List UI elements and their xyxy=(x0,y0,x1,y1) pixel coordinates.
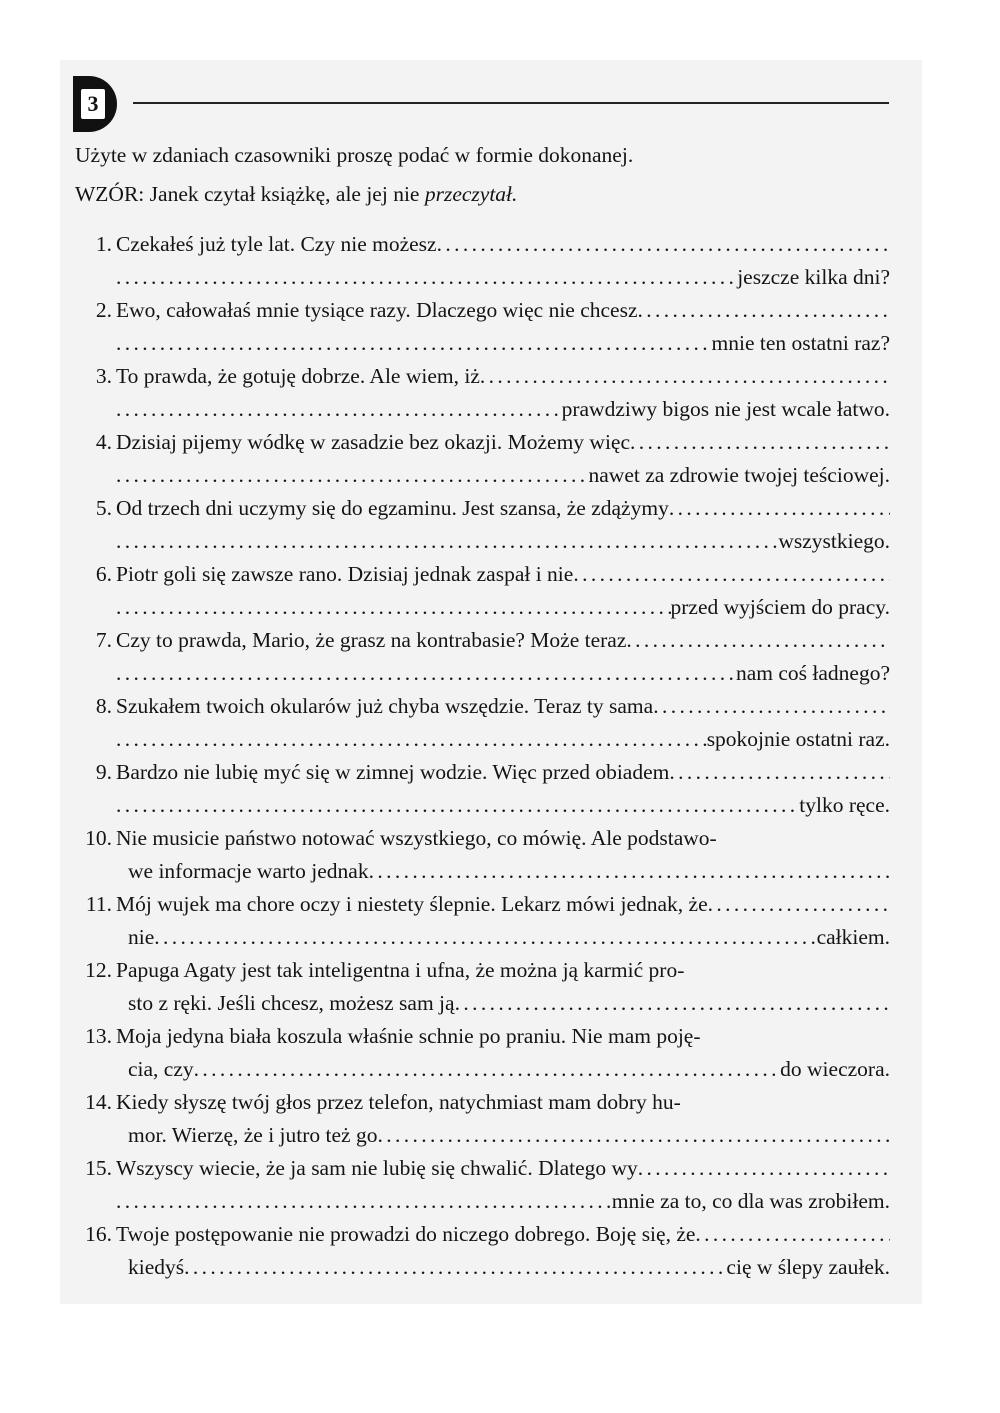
example-answer: przeczytał. xyxy=(424,182,518,206)
item-text: Czekałeś już tyle lat. Czy nie możesz xyxy=(116,232,437,256)
exercise-item xyxy=(0,624,1000,690)
answer-blank[interactable] xyxy=(116,723,707,756)
item-line-1 xyxy=(116,294,890,327)
item-line-1 xyxy=(116,492,890,525)
item-number: 13. xyxy=(85,1024,112,1048)
answer-blank[interactable] xyxy=(480,360,890,393)
item-text-continued: sto z ręki. Jeśli chcesz, możesz sam ją xyxy=(128,991,455,1015)
item-text: Twoje postępowanie nie prowadzi do niczego dobrego. Boję się, że xyxy=(116,1222,696,1246)
item-line-1 xyxy=(116,1020,890,1053)
example-sentence: Janek czytał książkę, ale jej nie xyxy=(149,182,420,206)
item-line-1 xyxy=(116,1218,890,1251)
item-text: Szukałem twoich okularów już chyba wszędzie. Teraz ty sama xyxy=(116,694,654,718)
item-text-end: przed wyjściem do pracy. xyxy=(670,595,890,619)
exercise-item xyxy=(0,360,1000,426)
exercise-item xyxy=(0,1020,1000,1086)
exercise-item xyxy=(0,426,1000,492)
item-line-2 xyxy=(116,591,890,624)
item-text-end: mnie za to, co dla was zrobiłem. xyxy=(611,1189,890,1213)
answer-blank[interactable] xyxy=(116,789,799,822)
item-line-2 xyxy=(116,393,890,426)
item-line-1 xyxy=(116,756,890,789)
item-line-2 xyxy=(116,657,890,690)
item-line-2 xyxy=(116,525,890,558)
item-number: 10. xyxy=(85,826,112,850)
exercise-item xyxy=(0,1218,1000,1284)
item-line-1 xyxy=(116,624,890,657)
item-text-end: tylko ręce. xyxy=(799,793,890,817)
item-line-1 xyxy=(116,1152,890,1185)
item-text: Czy to prawda, Mario, że grasz na kontrabasie? Może teraz xyxy=(116,628,627,652)
item-text: Kiedy słyszę twój głos przez telefon, natychmiast mam dobry hu- xyxy=(116,1090,681,1114)
item-number: 7. xyxy=(95,628,112,652)
answer-blank[interactable] xyxy=(116,261,737,294)
item-text-end: prawdziwy bigos nie jest wcale łatwo. xyxy=(561,397,890,421)
item-number: 4. xyxy=(95,430,112,454)
exercise-item xyxy=(0,690,1000,756)
item-text: Wszyscy wiecie, że ja sam nie lubię się chwalić. Dlatego wy xyxy=(116,1156,638,1180)
answer-blank[interactable] xyxy=(116,393,562,426)
answer-blank[interactable] xyxy=(638,1152,890,1185)
item-line-1 xyxy=(116,360,890,393)
item-line-2 xyxy=(116,723,890,756)
instruction: Użyte w zdaniach czasowniki proszę podać w formie dokonanej. xyxy=(75,143,634,167)
item-text: Dzisiaj pijemy wódkę w zasadzie bez okazji. Możemy więc xyxy=(116,430,631,454)
answer-blank[interactable] xyxy=(116,327,712,360)
item-text: Moja jedyna biała koszula właśnie schnie po praniu. Nie mam poję- xyxy=(116,1024,701,1048)
header-rule xyxy=(133,102,889,104)
item-number: 2. xyxy=(95,298,112,322)
item-line-2 xyxy=(116,855,890,888)
answer-blank[interactable] xyxy=(653,690,890,723)
item-number: 11. xyxy=(85,892,112,916)
answer-blank[interactable] xyxy=(184,1251,726,1284)
answer-blank[interactable] xyxy=(116,525,778,558)
answer-blank[interactable] xyxy=(626,624,890,657)
answer-blank[interactable] xyxy=(116,459,589,492)
item-line-2 xyxy=(116,789,890,822)
item-text-continued: nie xyxy=(128,925,155,949)
exercise-item xyxy=(0,228,1000,294)
item-number: 8. xyxy=(95,694,112,718)
item-line-1 xyxy=(116,558,890,591)
item-line-2 xyxy=(116,261,890,294)
exercise-item xyxy=(0,492,1000,558)
item-text: Bardzo nie lubię myć się w zimnej wodzie. Więc przed obiadem xyxy=(116,760,670,784)
answer-blank[interactable] xyxy=(638,294,890,327)
item-number: 9. xyxy=(95,760,112,784)
answer-blank[interactable] xyxy=(437,228,890,261)
item-number: 5. xyxy=(95,496,112,520)
item-text: Mój wujek ma chore oczy i niestety ślepnie. Lekarz mówi jednak, że xyxy=(116,892,708,916)
answer-blank[interactable] xyxy=(154,921,816,954)
item-line-2 xyxy=(116,1185,890,1218)
answer-blank[interactable] xyxy=(695,1218,890,1251)
example xyxy=(75,182,517,207)
example-label: WZÓR: xyxy=(75,182,145,206)
exercise-item xyxy=(0,558,1000,624)
answer-blank[interactable] xyxy=(369,855,890,888)
item-text-end: nawet za zdrowie twojej teściowej. xyxy=(588,463,890,487)
answer-blank[interactable] xyxy=(669,492,890,525)
item-line-1 xyxy=(116,1086,890,1119)
answer-blank[interactable] xyxy=(455,987,890,1020)
exercise-item xyxy=(0,756,1000,822)
answer-blank[interactable] xyxy=(116,591,671,624)
answer-blank[interactable] xyxy=(194,1053,781,1086)
item-text-continued: cia, czy xyxy=(128,1057,194,1081)
item-text-end: wszystkiego. xyxy=(778,529,890,553)
exercise-item xyxy=(0,888,1000,954)
answer-blank[interactable] xyxy=(630,426,890,459)
item-line-2 xyxy=(116,1053,890,1086)
item-text-continued: mor. Wierzę, że i jutro też go xyxy=(128,1123,378,1147)
item-number: 15. xyxy=(85,1156,112,1180)
item-text-end: spokojnie ostatni raz. xyxy=(706,727,890,751)
item-line-2 xyxy=(116,921,890,954)
item-line-1 xyxy=(116,822,890,855)
item-text: Od trzech dni uczymy się do egzaminu. Jest szansa, że zdążymy xyxy=(116,496,669,520)
item-text-end: do wieczora. xyxy=(780,1057,890,1081)
item-line-1 xyxy=(116,954,890,987)
exercise-item xyxy=(0,1152,1000,1218)
item-text-end: mnie ten ostatni raz? xyxy=(711,331,890,355)
item-number: 3. xyxy=(95,364,112,388)
item-text-end: nam coś ładnego? xyxy=(735,661,890,685)
exercise-item xyxy=(0,294,1000,360)
item-text: Ewo, całowałaś mnie tysiące razy. Dlaczego więc nie chcesz xyxy=(116,298,638,322)
answer-blank[interactable] xyxy=(669,756,890,789)
exercise-list xyxy=(0,228,1000,1284)
item-line-2 xyxy=(116,1251,890,1284)
exercise-item xyxy=(0,1086,1000,1152)
item-text-continued: we informacje warto jednak xyxy=(128,859,369,883)
item-text: Papuga Agaty jest tak inteligentna i ufna, że można ją karmić pro- xyxy=(116,958,685,982)
answer-blank[interactable] xyxy=(116,1185,612,1218)
item-text-end: całkiem. xyxy=(816,925,890,949)
item-line-2 xyxy=(116,987,890,1020)
exercise-item xyxy=(0,954,1000,1020)
item-text: To prawda, że gotuję dobrze. Ale wiem, iż xyxy=(116,364,480,388)
item-number: 1. xyxy=(95,232,112,256)
answer-blank[interactable] xyxy=(116,657,736,690)
item-text-end: cię w ślepy zaułek. xyxy=(726,1255,890,1279)
exercise-item xyxy=(0,822,1000,888)
answer-blank[interactable] xyxy=(708,888,890,921)
item-line-1 xyxy=(116,228,890,261)
item-text-continued: kiedyś xyxy=(128,1255,185,1279)
item-line-1 xyxy=(116,426,890,459)
item-number: 14. xyxy=(85,1090,112,1114)
answer-blank[interactable] xyxy=(377,1119,890,1152)
item-line-1 xyxy=(116,690,890,723)
item-number: 12. xyxy=(85,958,112,982)
item-text-end: jeszcze kilka dni? xyxy=(737,265,890,289)
answer-blank[interactable] xyxy=(573,558,890,591)
item-line-2 xyxy=(116,459,890,492)
item-text: Nie musicie państwo notować wszystkiego, co mówię. Ale podstawo- xyxy=(116,826,717,850)
item-text: Piotr goli się zawsze rano. Dzisiaj jednak zaspał i nie xyxy=(116,562,574,586)
item-number: 6. xyxy=(95,562,112,586)
item-line-1 xyxy=(116,888,890,921)
item-line-2 xyxy=(116,327,890,360)
exercise-number: 3 xyxy=(81,89,105,119)
item-line-2 xyxy=(116,1119,890,1152)
item-number: 16. xyxy=(85,1222,112,1246)
